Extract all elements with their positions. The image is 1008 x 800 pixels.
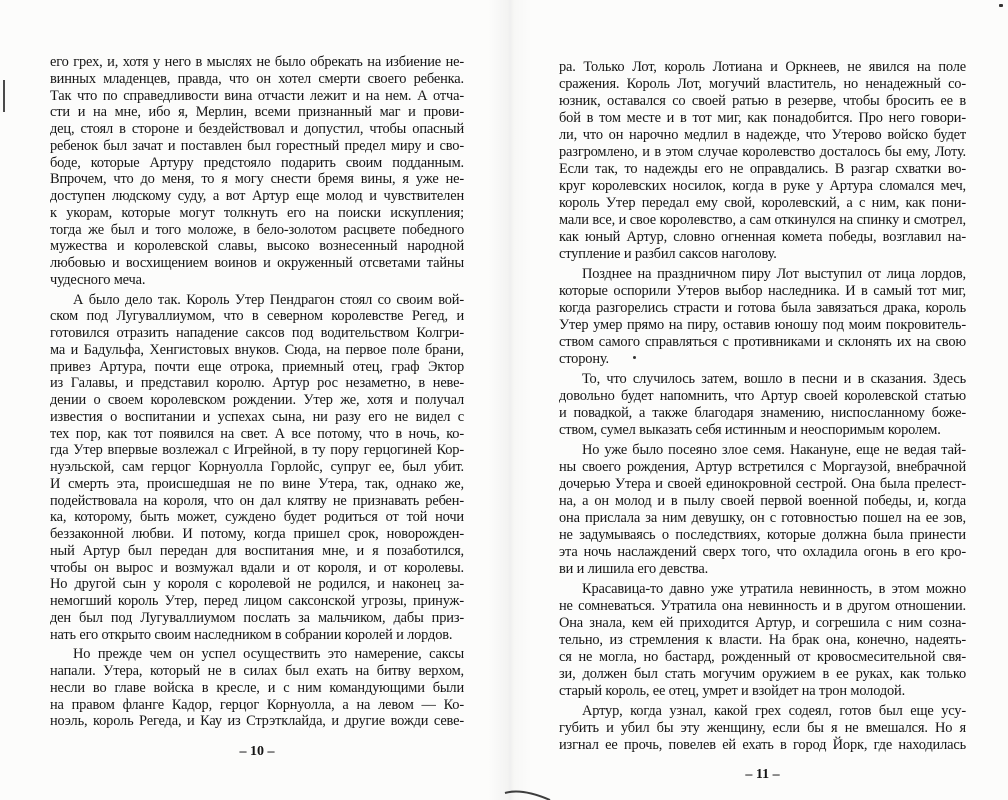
text-line: бой в том месте и в тот миг, как понадобится. Про него говори- [559,110,966,126]
text-line: Артур, когда узнал, какой грех содеял, готов был еще усу- [582,703,966,719]
text-line: известия о воспитании и успехах сына, ни разу его не видел с [50,408,464,425]
text-line: ви и лишила его девства. [559,561,709,577]
text-line: гда Утер впервые возлежал с Игрейной, в ту пору герцогиней Кор- [50,442,464,459]
text-line: ма и Бадульфа, Хенгистовых внуков. Сюда, на первое поле брани, [50,341,464,358]
text-line: изгнал ее прочь, повелев ей ехать в город Йорк, где находилась [559,737,966,753]
paragraph [559,266,966,368]
text-line: Так что по справедливости вина отчасти лежит и на нем. А отча- [50,87,464,104]
text-line: Но прежде чем он успел осуществить это намерение, саксы [73,646,464,663]
text-line: тельно, из стремления к власти. На брак она, конечно, надеять- [559,632,966,648]
text-line: довольно будет напомнить, что Артур своей королевской статью [559,388,966,404]
text-line: на, а он молод и в пылу своей первой военной победы, и, когда [559,493,966,509]
paragraph [559,59,966,263]
text-line: ден был под Лугуваллиумом послать за мальчиком, дабы приз- [50,609,464,626]
text-line: и повадкой, а также благодаря знамению, ниспосланному боже- [559,405,966,421]
text-line: сторону. [559,351,609,367]
paragraph [50,292,464,644]
text-line: не сомневаться. Утратила она невинность и в другом отношении. [559,598,966,614]
text-line: привез Артура, почти еще отрока, приемный отец, граф Эктор [50,358,464,375]
text-line: дении о своем королевском рождении. Утер же, хотя и получал [50,392,464,408]
text-line: разгромлено, и в этом случае королевство досталось бы ему, Лоту. [559,144,966,160]
text-line: не задумываясь о последствиях, которые должна была принести [559,527,966,543]
text-line: которые оспорили Утеров выбор наследника. И в самый тот миг, [559,283,966,299]
paragraph [50,54,464,289]
text-line: Но другой сын у короля с королевой не родился, и наконец за- [50,576,464,593]
paragraph [559,703,966,754]
text-line: ством самого справляться с противниками и склонять их на свою [559,334,966,350]
text-line: круг королевских носилок, когда в руке у Артура сломался меч, [559,178,966,194]
text-line: тех пор, как тот появился на свет. А все потому, что в ночь, ко- [50,425,464,442]
text-line: Позднее на праздничном пиру Лот выступил от лица лордов, [582,266,966,282]
text-line: немогший король Утер, перед лицом саксонской угрозы, принуж- [50,593,464,609]
text-line: напали. Утера, который не в силах был ехать на битву верхом, [50,663,464,679]
text-line: к укорам, которые могут толкнуть его на поиски искупления; [50,204,464,221]
text-line: ка, которому, быть может, суждено будет родиться от той ночи [50,509,464,526]
text-line: Утер умер прямо на пиру, оставив юношу под моим покровитель- [559,317,966,333]
text-line: когда разгорелись страсти и готова была завязаться драка, король [559,300,966,316]
text-line: И смерть эта, происшедшая не по вине Утера, так, однако же, [50,475,464,492]
text-line: дочерью Утера и своей единокровной сестрой. Она была прелест- [559,476,966,492]
text-line: винных младенцев, правда, что он хотел смерти своего ребенка. [50,70,464,87]
text-line: как юный Артур, словно огненная комета победы, возглавил на- [559,229,966,245]
left-page [50,54,464,730]
text-line: ребенок был зачат и поставлен был горестный предел миру и сво- [50,137,464,154]
text-line: Она знала, кем ей приходится Артур, и согрешила с ним созна- [559,615,966,631]
page-number: – 10 – [239,744,275,759]
text-line: ноэль, король Регеда, и Кау из Стрэтклайда, и другие вожди севе- [50,713,464,730]
paragraph [559,442,966,578]
text-line: старый король, ее отец, умрет и взойдет на трон молодой. [559,683,906,699]
text-line: эта ночь наслаждений сверх того, что охладила огонь в его кро- [559,544,966,560]
text-line: готовился отразить нападение саксов под водительством Колгри- [50,325,464,341]
page-number: – 11 – [745,767,780,782]
text-line: зи, должен был стать могучим оружием в ее руках, как только [559,666,966,682]
text-line: боде, которые Артуру предстояло подарить своим подданным. [50,154,464,171]
text-line: любовью и восхищением воинов и окруженный отсветами тайны [50,255,464,271]
text-line: мужества и королевской славы, высоко вознесенный народной [50,238,464,255]
text-line: беззаконной любви. И потому, когда пришел срок, новорожден- [50,526,464,542]
text-line: подействовала на короля, что он дал клятву не признавать ребен- [50,492,464,509]
text-line: король Утер передал ему свой, королевский, а с ним, как пони- [559,195,966,211]
paragraph [559,371,966,439]
text-line: чудесного меча. [50,271,146,288]
text-line: она прислала за ним девушку, он с готовностью пошел на ее зов, [559,510,966,526]
text-line: губить и убил бы эту женщину, если бы я не вмешался. Но я [559,720,966,736]
text-line: нуэльской, сам герцог Корнуолла Горлойс, супруг ее, был убит. [50,459,464,475]
text-line: ны своего рождения, Артур встретился с Моргаузой, внебрачной [559,459,966,475]
text-line: ся не могла, но бастард, рожденный от кровосмесительной свя- [559,649,966,665]
text-line: сти и на мне, ибо я, Мерлин, всеми признанный маг и прови- [50,104,464,121]
text-line: Если так, то надежды его не оправдались. В разгар схватки во- [559,161,966,177]
text-line: А было дело так. Король Утер Пендрагон стоял со своим вой- [73,291,464,308]
text-line: дец, стоял в стороне и бездействовал и допустил, чтобы опасный [50,121,464,137]
right-page [559,59,966,754]
text-line: из Галавы, и представил королю. Артур рос незаметно, в неве- [50,375,464,392]
text-line: на правом фланге Кадор, герцог Корнуолла, а на левом — Ко- [50,696,464,713]
text-line: нать его открыто своим наследником в собрании королей и лордов. [50,626,453,643]
paragraph [50,646,464,730]
paragraph [559,581,966,700]
text-line: ли, что он нарочно медлил в надежде, что Утерово войско будет [559,127,966,143]
text-line: Красавица-то давно уже утратила невинность, в этом можно [582,581,966,597]
text-line: ный Артур был передан для воспитания мне, и я позаботился, [50,542,464,559]
text-line: ступление и разбил саксов наголову. [559,246,777,262]
text-line: ством, сумел выказать себя истинным и неоспоримым королем. [559,422,941,438]
text-line: Но уже было посеяно злое семя. Накануне, еще не ведая тай- [582,442,966,458]
text-line: мали все, и свое королевство, а сам откинулся на спинку и смотрел, [559,212,966,228]
text-line: его грех, и, хотя у него в мыслях не было обрекать на избиение не- [50,54,464,70]
text-line: ском под Лугуваллиумом, что в северном королевстве Регед, и [50,308,464,325]
text-line: тогда же был и того моложе, в бело-золотом расцвете победного [50,221,464,238]
text-line: Впрочем, что до меня, то я могу снести бремя вины, я уже не- [50,171,464,188]
text-line: юзник, оставался со своей ратью в резерве, чтобы бросить ее в [559,93,966,109]
text-line: несли во главе войска в кресле, и с ним командующими были [50,679,464,696]
text-line: ра. Только Лот, король Лотиана и Оркнеев, не явился на поле [559,59,966,75]
text-line: чтобы он вырос и возмужал вдали и от короля, и от королевы. [50,559,464,576]
text-line: сражения. Король Лот, могучий властитель, но ненадежный со- [559,76,966,92]
text-line: То, что случилось затем, вошло в песни и в сказания. Здесь [582,371,966,387]
text-line: доступен людскому суду, а вот Артур еще молод и чувствителен [50,188,464,204]
